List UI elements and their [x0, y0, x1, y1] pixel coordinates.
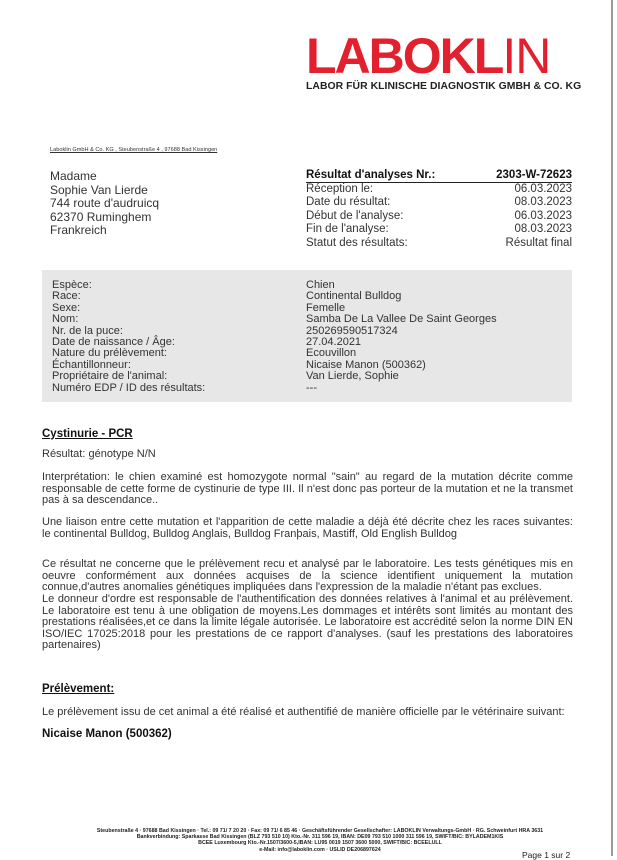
result-header: [306, 169, 572, 250]
page-number: Page 1 sur 2: [522, 850, 571, 860]
info-value: Ecouvillon: [306, 347, 357, 360]
result-header-row: [306, 237, 572, 251]
row-value: 06.03.2023: [514, 182, 572, 195]
info-value: Continental Bulldog: [306, 290, 402, 303]
row-label: Statut des résultats:: [306, 236, 408, 249]
test-breeds: Une liaison entre cette mutation et l'apparition de cette maladie a déjà été décrite chez les races suivantes: le continental Bulldog, Bulldog Anglais, Bulldog Franþais, Mastiff, Old English Bulldog: [42, 516, 573, 540]
info-value: Chien: [306, 279, 335, 291]
recipient-line: 62370 Ruminghem: [50, 209, 152, 224]
footer-line: BCEE Luxembourg Kto.-Nr.1507/3600-5,IBAN: LU95 0019 1507 3600 5000, SWIFT/BIC: BCEELULL: [198, 840, 442, 847]
info-label: Échantillonneur:: [52, 358, 131, 371]
result-number-row: [306, 169, 572, 183]
footer-line: e-Mail: info@laboklin.com · USLID DE206897624: [259, 846, 381, 853]
test-disclaimer-2: Le donneur d'ordre est responsable de l'authentification des données relatives à l'animal et au prélèvement. Le laboratoire est tenu à une obligation de moyens.Les dommages et intérêts sont limités au montant des prestations réalisées,et ce dans la limite légale autorisée. Le laboratoire est accrédité selon la norme DIN EN ISO/IEC 17025:2018 pour les prestations de ce rapport d'analyses. (sauf les prestations des laboratoires partenaires): [42, 593, 573, 652]
recipient-address: [50, 170, 159, 238]
result-header-row: [306, 183, 572, 197]
logo-thin-text: IN: [502, 28, 551, 84]
row-label: Début de l'analyse:: [306, 209, 404, 222]
row-value: 08.03.2023: [514, 196, 572, 208]
info-label: Sexe:: [52, 301, 81, 314]
result-header-row: [306, 196, 572, 210]
row-label: Réception le:: [306, 182, 374, 195]
info-value: 250269590517324: [306, 324, 398, 337]
row-value: Résultat final: [505, 236, 572, 249]
footer-line: Steubenstraße 4 · 97688 Bad Kissingen · Tel.: 09 71/ 7 20 20 · Fax: 09 71/ 6 85 46 · Geschäftsführender Gesellschafter: LABOKLIN Verwaltungs-GmbH · RG. Schweinfurt HRA 3631: [96, 828, 544, 834]
result-header-row: [306, 223, 572, 237]
sampling-title: Prélèvement:: [42, 683, 115, 695]
laboklin-logo: [306, 28, 551, 84]
info-row: [52, 383, 572, 394]
sampling-vet: Nicaise Manon (500362): [42, 728, 172, 740]
recipient-line: Sophie Van Lierde: [50, 182, 148, 197]
info-value: Femelle: [306, 301, 346, 314]
recipient-line: Madame: [50, 169, 97, 183]
info-label: Date de naissance / Âge:: [52, 336, 175, 348]
logo-subtitle: LABOR FÜR KLINISCHE DIAGNOSTIK GMBH & CO. KG: [306, 81, 582, 92]
info-label: Numéro EDP / ID des résultats:: [52, 381, 206, 394]
row-label: Date du résultat:: [306, 196, 391, 208]
info-label: Nom:: [52, 313, 79, 326]
sampling-text: Le prélèvement issu de cet animal a été réalisé et authentifié de manière officielle par le vétérinaire suivant:: [42, 706, 565, 718]
page-border: [611, 0, 613, 856]
info-label: Nature du prélèvement:: [52, 347, 167, 360]
row-value: 08.03.2023: [514, 223, 572, 235]
result-number-value: 2303-W-72623: [496, 169, 572, 181]
info-label: Espèce:: [52, 279, 92, 291]
info-value: ---: [306, 381, 317, 394]
row-value: 06.03.2023: [514, 209, 572, 222]
info-value: 27.04.2021: [306, 336, 362, 348]
result-header-row: [306, 210, 572, 224]
info-label: Nr. de la puce:: [52, 324, 123, 337]
result-number-label: Résultat d'analyses Nr.:: [306, 169, 436, 181]
footer-line: Bankverbindung: Sparkasse Bad Kissingen (BLZ 793 510 10) Kto.-Nr. 311 596 19, IBAN: DE09 793 510 1000 311 596 19, SWIFT/BIC: BYLADEM1KIS: [136, 834, 504, 841]
info-label: Propriétaire de l'animal:: [52, 370, 168, 383]
test-title: Cystinurie - PCR: [42, 428, 133, 440]
logo-bold-text: LABOKL: [306, 28, 503, 84]
row-label: Fin de l'analyse:: [306, 223, 389, 235]
animal-info-box: [42, 270, 572, 402]
info-value: Van Lierde, Sophie: [306, 370, 399, 383]
info-row: [52, 314, 572, 325]
info-row: [52, 371, 572, 382]
test-interpretation: Interprétation: le chien examiné est homozygote normal "sain" au regard de la mutation décrite comme responsable de cette forme de cystinurie de type III. Il n'est donc pas porteur de la mutation et ne la transmet pas à sa descendance..: [42, 471, 573, 507]
sender-address-line: Laboklin GmbH & Co. KG , Steubenstraße 4 , 97688 Bad Kissingen: [50, 147, 218, 153]
test-result: Résultat: génotype N/N: [42, 448, 156, 460]
info-label: Race:: [52, 290, 81, 303]
recipient-line: 744 route d'audruicq: [50, 196, 160, 210]
recipient-line: Frankreich: [50, 223, 107, 237]
info-value: Nicaise Manon (500362): [306, 358, 426, 371]
test-disclaimer-1: Ce résultat ne concerne que le prélèvement recu et analysé par le laboratoire. Les tests génétiques mis en oeuvre conformément aux données acquises de la science identifient uniquement la mutation connue,d'autres anomalies génétiques impliquées dans l'expression de la maladie n'étant pas exclues.: [42, 558, 573, 594]
info-value: Samba De La Vallee De Saint Georges: [306, 313, 497, 326]
